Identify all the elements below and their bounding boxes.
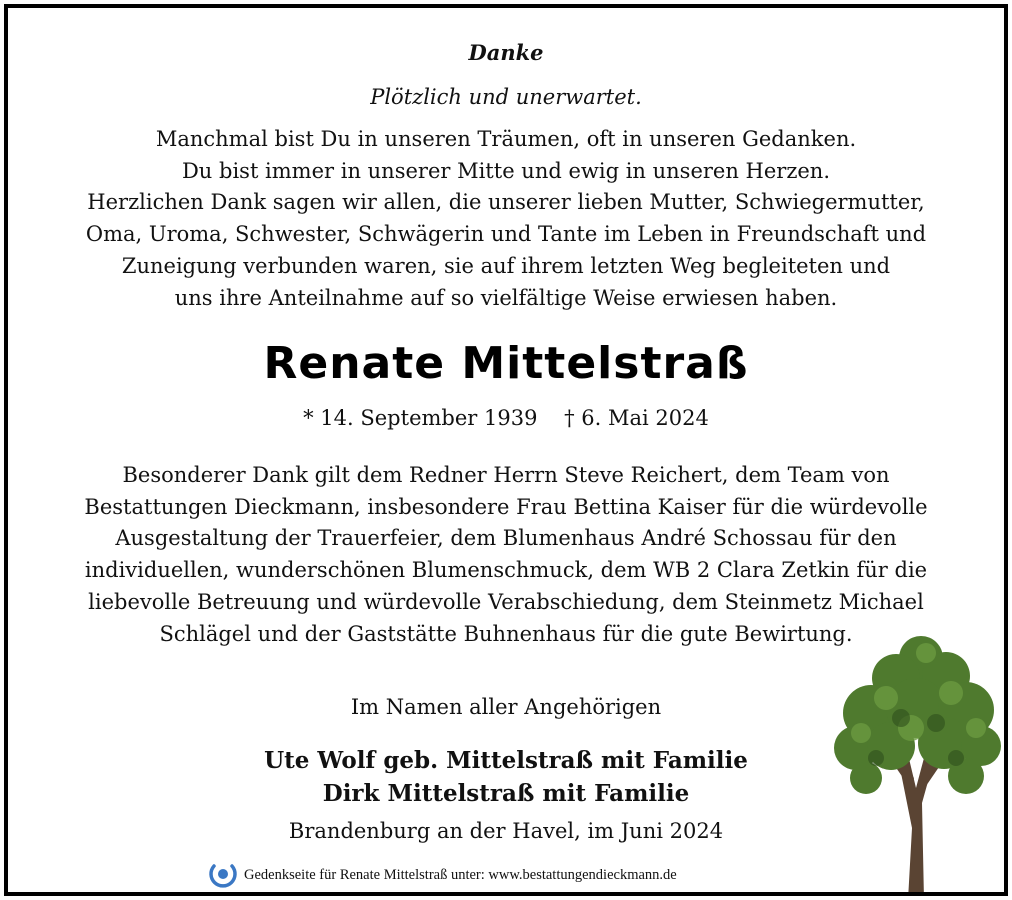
intro-line: Oma, Uroma, Schwester, Schwägerin und Tante im Leben in Freundschaft und — [85, 222, 927, 247]
birth-date: * 14. September 1939 — [303, 406, 538, 430]
thanks-line: Schlägel und der Gaststätte Buhnenhaus für die gute Bewirtung. — [159, 621, 853, 646]
on-behalf: Im Namen aller Angehörigen — [350, 695, 662, 719]
family-line: Dirk Mittelstraß mit Familie — [322, 780, 690, 807]
intro-line: Zuneigung verbunden waren, sie auf ihrem letzten Weg begleiteten und — [121, 253, 891, 278]
death-date: † 6. Mai 2024 — [564, 406, 709, 430]
intro-line: Manchmal bist Du in unseren Träumen, oft in unseren Gedanken. — [155, 127, 857, 151]
deceased-name: Renate Mittelstraß — [263, 338, 749, 389]
intro-line: Herzlichen Dank sagen wir allen, die unserer lieben Mutter, Schwiegermutter, — [87, 190, 925, 215]
memorial-page-footer[interactable] — [208, 860, 677, 890]
intro-line: uns ihre Anteilnahme auf so vielfältige Weise erwiesen haben. — [174, 285, 838, 310]
intro-text — [8, 124, 1004, 314]
heading: Danke — [468, 40, 544, 65]
family-line: Ute Wolf geb. Mittelstraß mit Familie — [264, 747, 748, 774]
intro-line: Du bist immer in unserer Mitte und ewig in unseren Herzen. — [181, 158, 831, 183]
life-dates — [8, 406, 1004, 430]
subheading: Plötzlich und unerwartet. — [370, 85, 642, 109]
thanks-line: Besonderer Dank gilt dem Redner Herrn Steve Reichert, dem Team von — [122, 463, 890, 487]
memorial-logo-icon — [208, 860, 238, 890]
thanks-line: Ausgestaltung der Trauerfeier, dem Blumenhaus André Schossau für den — [115, 526, 897, 551]
thanks-line: liebevolle Betreuung und würdevolle Verabschiedung, dem Steinmetz Michael — [88, 589, 924, 614]
place-date: Brandenburg an der Havel, im Juni 2024 — [288, 819, 724, 843]
thanks-line: individuellen, wunderschönen Blumenschmuck, dem WB 2 Clara Zetkin für die — [84, 558, 928, 583]
obituary-card — [4, 4, 1008, 896]
thanks-line: Bestattungen Dieckmann, insbesondere Frau Bettina Kaiser für die würdevolle — [84, 494, 928, 519]
footer-text: Gedenkseite für Renate Mittelstraß unter: www.bestattungendieckmann.de — [244, 866, 677, 883]
tree-illustration — [826, 628, 1006, 896]
thanks-text — [8, 460, 1004, 650]
